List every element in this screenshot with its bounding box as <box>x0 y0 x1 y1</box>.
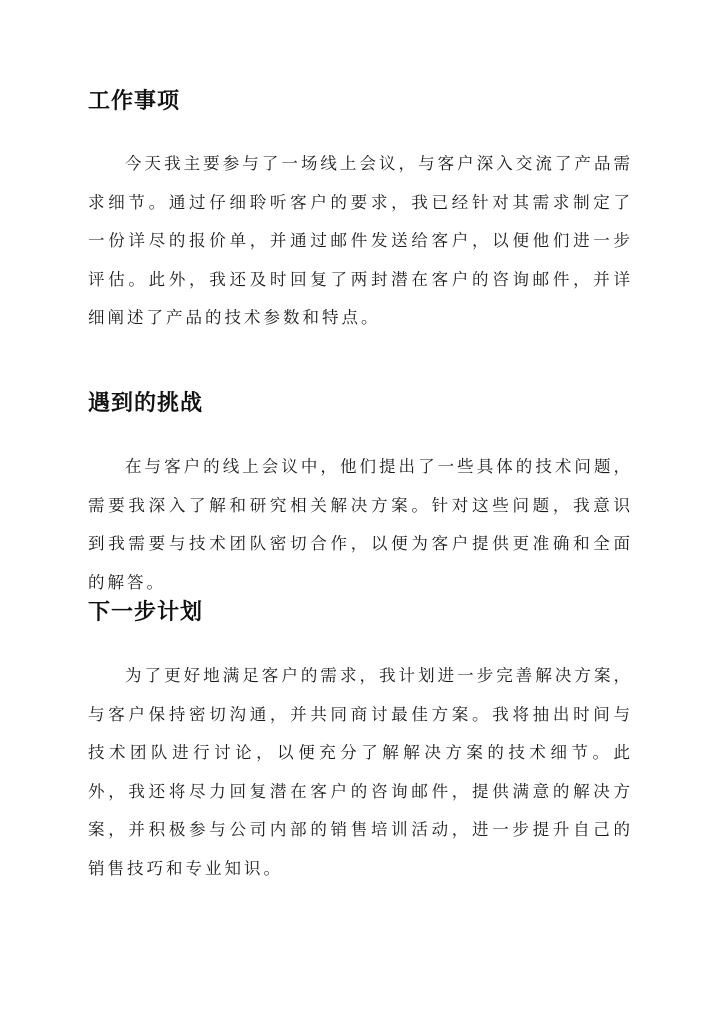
section-heading-next-steps: 下一步计划 <box>88 599 204 625</box>
section-heading-challenges: 遇到的挑战 <box>88 390 204 416</box>
section-paragraph-challenges: 在与客户的线上会议中，他们提出了一些具体的技术问题，需要我深入了解和研究相关解决方案。针对这些问题，我意识到我需要与技术团队密切合作，以便为客户提供更准确和全面的解答。 <box>88 457 633 592</box>
section-paragraph-next-steps: 为了更好地满足客户的需求，我计划进一步完善解决方案，与客户保持密切沟通，并共同商讨最佳方案。我将抽出时间与技术团队进行讨论，以便充分了解解决方案的技术细节。此外，我还将尽力回复潜在客户的咨询邮件，提供满意的解决方案，并积极参与公司内部的销售培训活动，进一步提升自己的销售技巧和专业知识。 <box>88 666 633 878</box>
section-heading-work-items: 工作事项 <box>88 88 181 114</box>
section-paragraph-work-items: 今天我主要参与了一场线上会议，与客户深入交流了产品需求细节。通过仔细聆听客户的要求，我已经针对其需求制定了一份详尽的报价单，并通过邮件发送给客户，以便他们进一步评估。此外，我还及时回复了两封潜在客户的咨询邮件，并详细阐述了产品的技术参数和特点。 <box>88 154 633 327</box>
